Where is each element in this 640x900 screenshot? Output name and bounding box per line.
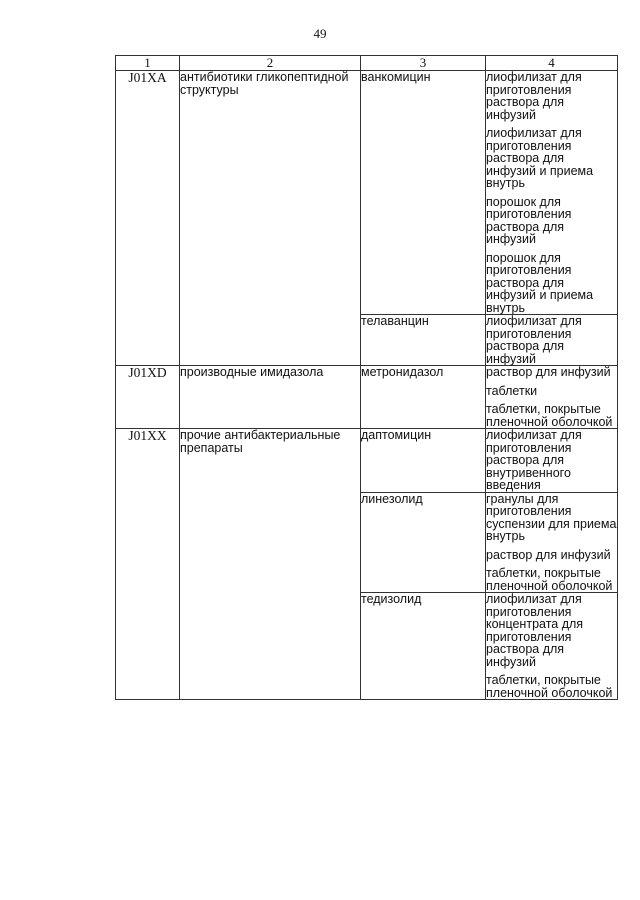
column-header-2: 2 xyxy=(180,56,361,71)
dosage-form: лиофилизат для приготовления раствора для инфузий и приема внутрь xyxy=(486,126,594,190)
table-row xyxy=(116,71,618,315)
dosage-form: порошок для приготовления раствора для инфузий xyxy=(486,194,572,246)
atc-group-name: антибиотики гликопептидной структуры xyxy=(180,71,361,366)
atc-group-name: производные имидазола xyxy=(180,366,361,429)
dosage-form: таблетки xyxy=(486,383,538,398)
dosage-form: порошок для приготовления раствора для инфузий и приема внутрь xyxy=(486,250,594,315)
atc-code: J01XD xyxy=(116,366,180,429)
atc-group-name: прочие антибактериальные препараты xyxy=(180,429,361,700)
dosage-form: таблетки, покрытые пленочной оболочкой xyxy=(486,402,613,429)
column-header-1: 1 xyxy=(116,56,180,71)
dosage-forms xyxy=(486,429,618,493)
dosage-forms xyxy=(486,492,618,593)
drug-table xyxy=(115,55,618,700)
dosage-forms xyxy=(486,315,618,366)
drug-name: телаванцин xyxy=(361,315,486,366)
dosage-form: таблетки, покрытые пленочной оболочкой xyxy=(486,673,613,700)
dosage-forms xyxy=(486,71,618,315)
dosage-form: гранулы для приготовления суспензии для приема внутрь xyxy=(486,491,617,543)
dosage-forms xyxy=(486,593,618,700)
column-header-4: 4 xyxy=(486,56,618,71)
drug-name: ванкомицин xyxy=(361,71,486,315)
dosage-form: лиофилизат для приготовления раствора для инфузий xyxy=(486,314,582,366)
drug-name: линезолид xyxy=(361,492,486,593)
table-row xyxy=(116,366,618,429)
dosage-form: раствор для инфузий xyxy=(486,365,611,379)
drug-name: метронидазол xyxy=(361,366,486,429)
atc-code: J01XA xyxy=(116,71,180,366)
table-row xyxy=(116,429,618,493)
column-header-3: 3 xyxy=(361,56,486,71)
atc-code: J01XX xyxy=(116,429,180,700)
dosage-form: таблетки, покрытые пленочной оболочкой xyxy=(486,566,613,593)
dosage-form: лиофилизат для приготовления раствора для внутривенного введения xyxy=(486,428,582,492)
page-number: 49 xyxy=(313,26,327,41)
drug-name: даптомицин xyxy=(361,429,486,493)
dosage-form: лиофилизат для приготовления раствора для инфузий xyxy=(486,70,582,122)
header-row xyxy=(116,56,618,71)
drug-name: тедизолид xyxy=(361,593,486,700)
dosage-forms xyxy=(486,366,618,429)
dosage-form: лиофилизат для приготовления концентрата для приготовления раствора для инфузий xyxy=(486,592,584,669)
dosage-form: раствор для инфузий xyxy=(486,547,611,562)
